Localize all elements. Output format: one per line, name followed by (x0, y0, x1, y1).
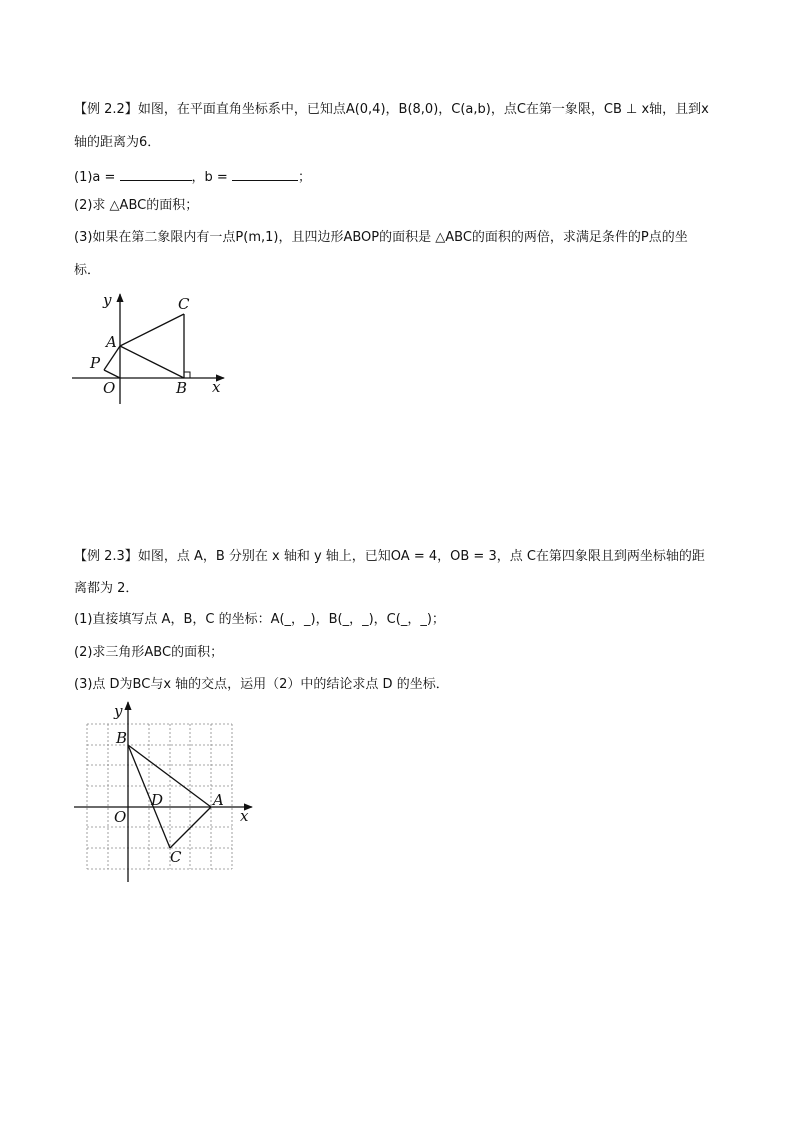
ex23-q2: (2)求三角形ABC的面积； (74, 645, 224, 660)
ex22-stem-text-1: 如图，在平面直角坐标系中，已知点A(0,4)，B(8,0)，C(a,b)，点C在第一象限，CB ⊥ x轴，且到x (137, 102, 709, 117)
ex23-label-y: y (114, 702, 123, 720)
ex22-q1-mid: ，b = (191, 170, 232, 185)
ex23-label-C: C (170, 848, 182, 866)
ex22-stem-line2: 轴的距离为6． (74, 135, 161, 150)
ex23-label-x: x (240, 807, 249, 825)
ex23-label-B: B (116, 729, 128, 747)
ex23-stem-text-1: 如图，点 A，B 分别在 x 轴和 y 轴上，已知OA = 4，OB = 3，点 C在第四象限且到两坐标轴的距 (137, 549, 705, 564)
ex22-q3-line1: (3)如果在第二象限内有一点P(m,1)，且四边形ABOP的面积是 △ABC的面积的两倍，求满足条件的P点的坐 (74, 230, 688, 245)
ex22-label-B: B (176, 379, 188, 397)
ex22-label-C: C (178, 295, 190, 313)
ex22-label-O: O (103, 379, 116, 397)
ex23-label-A: A (213, 791, 224, 809)
ex23-stem-line2: 离都为 2． (74, 581, 139, 596)
ex22-q1-end: ； (297, 170, 311, 185)
ex23-label-O: O (114, 808, 127, 826)
ex22-q1-prefix: (1)a = (74, 170, 120, 185)
ex23-q1: (1)直接填写点 A，B，C 的坐标：A(_，_)，B(_，_)，C(_，_)； (74, 612, 445, 627)
ex23-header: 【例 2.3】 (74, 549, 138, 564)
ex22-q2: (2)求 △ABC的面积； (74, 198, 199, 213)
ex23-segment-AC (170, 807, 211, 848)
ex22-label-y: y (103, 291, 112, 309)
ex23-label-D: D (151, 791, 164, 809)
ex22-label-A: A (106, 333, 117, 351)
ex22-label-x: x (212, 378, 221, 396)
ex22-header: 【例 2.2】 (74, 102, 138, 117)
ex22-q3-line2: 标． (74, 263, 101, 278)
ex23-q3: (3)点 D为BC与x 轴的交点，运用（2）中的结论求点 D 的坐标． (74, 677, 449, 692)
ex22-label-P: P (90, 354, 101, 372)
